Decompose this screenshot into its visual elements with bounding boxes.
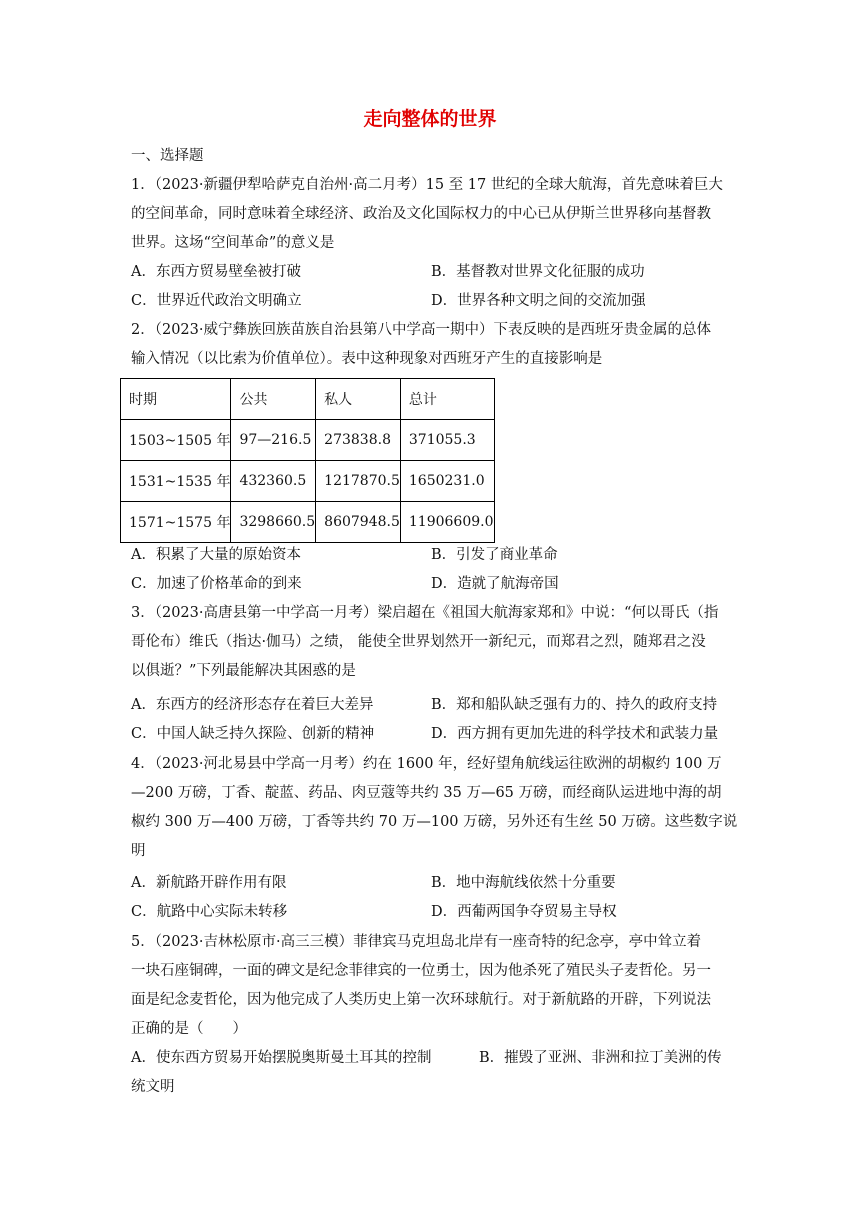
table-row: [121, 502, 495, 543]
question-5-line-3: 面是纪念麦哲伦，因为他完成了人类历史上第一次环球航行。对于新航路的开辟，下列说法: [131, 992, 711, 1008]
question-2-option-d: D．造就了航海帝国: [431, 576, 559, 592]
question-2-line-1: 2．（2023·威宁彝族回族苗族自治县第八中学高一期中）下表反映的是西班牙贵金属的总体: [131, 322, 711, 338]
question-3-option-c: C．中国人缺乏持久探险、创新的精神: [131, 726, 375, 742]
table-cell: 97—216.5: [231, 420, 316, 461]
question-2-option-c: C．加速了价格革命的到来: [131, 576, 302, 592]
question-4-line-2: —200 万磅，丁香、靛蓝、药品、肉豆蔻等共约 35 万—65 万磅，而经商队运进地中海的胡: [131, 785, 722, 801]
question-3-line-2: 哥伦布）维氏（指达·伽马）之绩， 能使全世界划然开一新纪元，而郑君之烈，随郑君之没: [131, 634, 706, 650]
table-cell: 1650231.0: [400, 461, 494, 502]
table-cell: 1217870.5: [316, 461, 401, 502]
question-5-line-4: 正确的是（ ）: [131, 1021, 247, 1037]
table-cell: 371055.3: [400, 420, 494, 461]
table-cell: 273838.8: [316, 420, 401, 461]
question-4-line-4: 明: [131, 843, 146, 859]
question-3-option-a: A．东西方的经济形态存在着巨大差异: [131, 697, 374, 713]
table-cell: 3298660.5: [231, 502, 316, 543]
table-header-cell: 私人: [316, 379, 401, 420]
table-row: [121, 461, 495, 502]
table-header-cell: 时期: [121, 379, 231, 420]
table-header-row: [121, 379, 495, 420]
question-1-option-a: A．东西方贸易壁垒被打破: [131, 264, 301, 280]
question-4-line-1: 4．（2023·河北易县中学高一月考）约在 1600 年，经好望角航线运往欧洲的胡椒约 100 万: [131, 756, 722, 772]
table-header-cell: 总计: [400, 379, 494, 420]
question-5-option-a: A．使东西方贸易开始摆脱奥斯曼土耳其的控制: [131, 1050, 432, 1066]
question-4-option-b: B．地中海航线依然十分重要: [431, 875, 616, 891]
question-1-option-d: D．世界各种文明之间的交流加强: [431, 293, 646, 309]
table-cell: 1531~1535 年: [121, 461, 231, 502]
question-5-option-b-continued: 统文明: [131, 1079, 175, 1095]
table-cell: 8607948.5: [316, 502, 401, 543]
table-header-cell: 公共: [231, 379, 316, 420]
question-5-option-b: B．摧毁了亚洲、非洲和拉丁美洲的传: [479, 1050, 722, 1066]
question-1-line-2: 的空间革命，同时意味着全球经济、政治及文化国际权力的中心已从伊斯兰世界移向基督教: [131, 206, 711, 222]
section-heading: 一、选择题: [131, 148, 204, 164]
table-cell: 1571~1575 年: [121, 502, 231, 543]
question-1-option-b: B．基督教对世界文化征服的成功: [431, 264, 645, 280]
question-4-line-3: 椒约 300 万—400 万磅，丁香等共约 70 万—100 万磅，另外还有生丝 50 万磅。这些数字说: [131, 814, 738, 830]
table-cell: 1503~1505 年: [121, 420, 231, 461]
table-row: [121, 420, 495, 461]
question-3-line-1: 3．（2023·高唐县第一中学高一月考）梁启超在《祖国大航海家郑和》中说：“何以哥氏（指: [131, 605, 719, 621]
question-2-option-b: B．引发了商业革命: [431, 547, 558, 563]
question-1-line-1: 1．（2023·新疆伊犁哈萨克自治州·高二月考）15 至 17 世纪的全球大航海，首先意味着巨大: [131, 177, 723, 193]
question-5-line-1: 5．（2023·吉林松原市·高三三模）菲律宾马克坦岛北岸有一座奇特的纪念亭，亭中耸立着: [131, 934, 702, 950]
question-4-option-c: C．航路中心实际未转移: [131, 904, 288, 920]
question-4-option-a: A．新航路开辟作用有限: [131, 875, 287, 891]
question-5-line-2: 一块石座铜碑，一面的碑文是纪念菲律宾的一位勇士，因为他杀死了殖民头子麦哲伦。另一: [131, 963, 711, 979]
question-3-option-d: D．西方拥有更加先进的科学技术和武装力量: [431, 726, 719, 742]
question-2-line-2: 输入情况（以比索为价值单位）。表中这种现象对西班牙产生的直接影响是: [131, 351, 603, 367]
question-3-line-3: 以俱逝？”下列最能解决其困惑的是: [131, 663, 356, 679]
page-title: 走向整体的世界: [363, 108, 497, 130]
question-2-option-a: A．积累了大量的原始资本: [131, 547, 301, 563]
question-3-option-b: B．郑和船队缺乏强有力的、持久的政府支持: [431, 697, 718, 713]
question-1-option-c: C．世界近代政治文明确立: [131, 293, 302, 309]
question-4-option-d: D．西葡两国争夺贸易主导权: [431, 904, 617, 920]
question-1-line-3: 世界。这场“空间革命”的意义是: [131, 235, 335, 251]
table-cell: 11906609.0: [400, 502, 494, 543]
table-cell: 432360.5: [231, 461, 316, 502]
precious-metal-table: [120, 378, 495, 543]
